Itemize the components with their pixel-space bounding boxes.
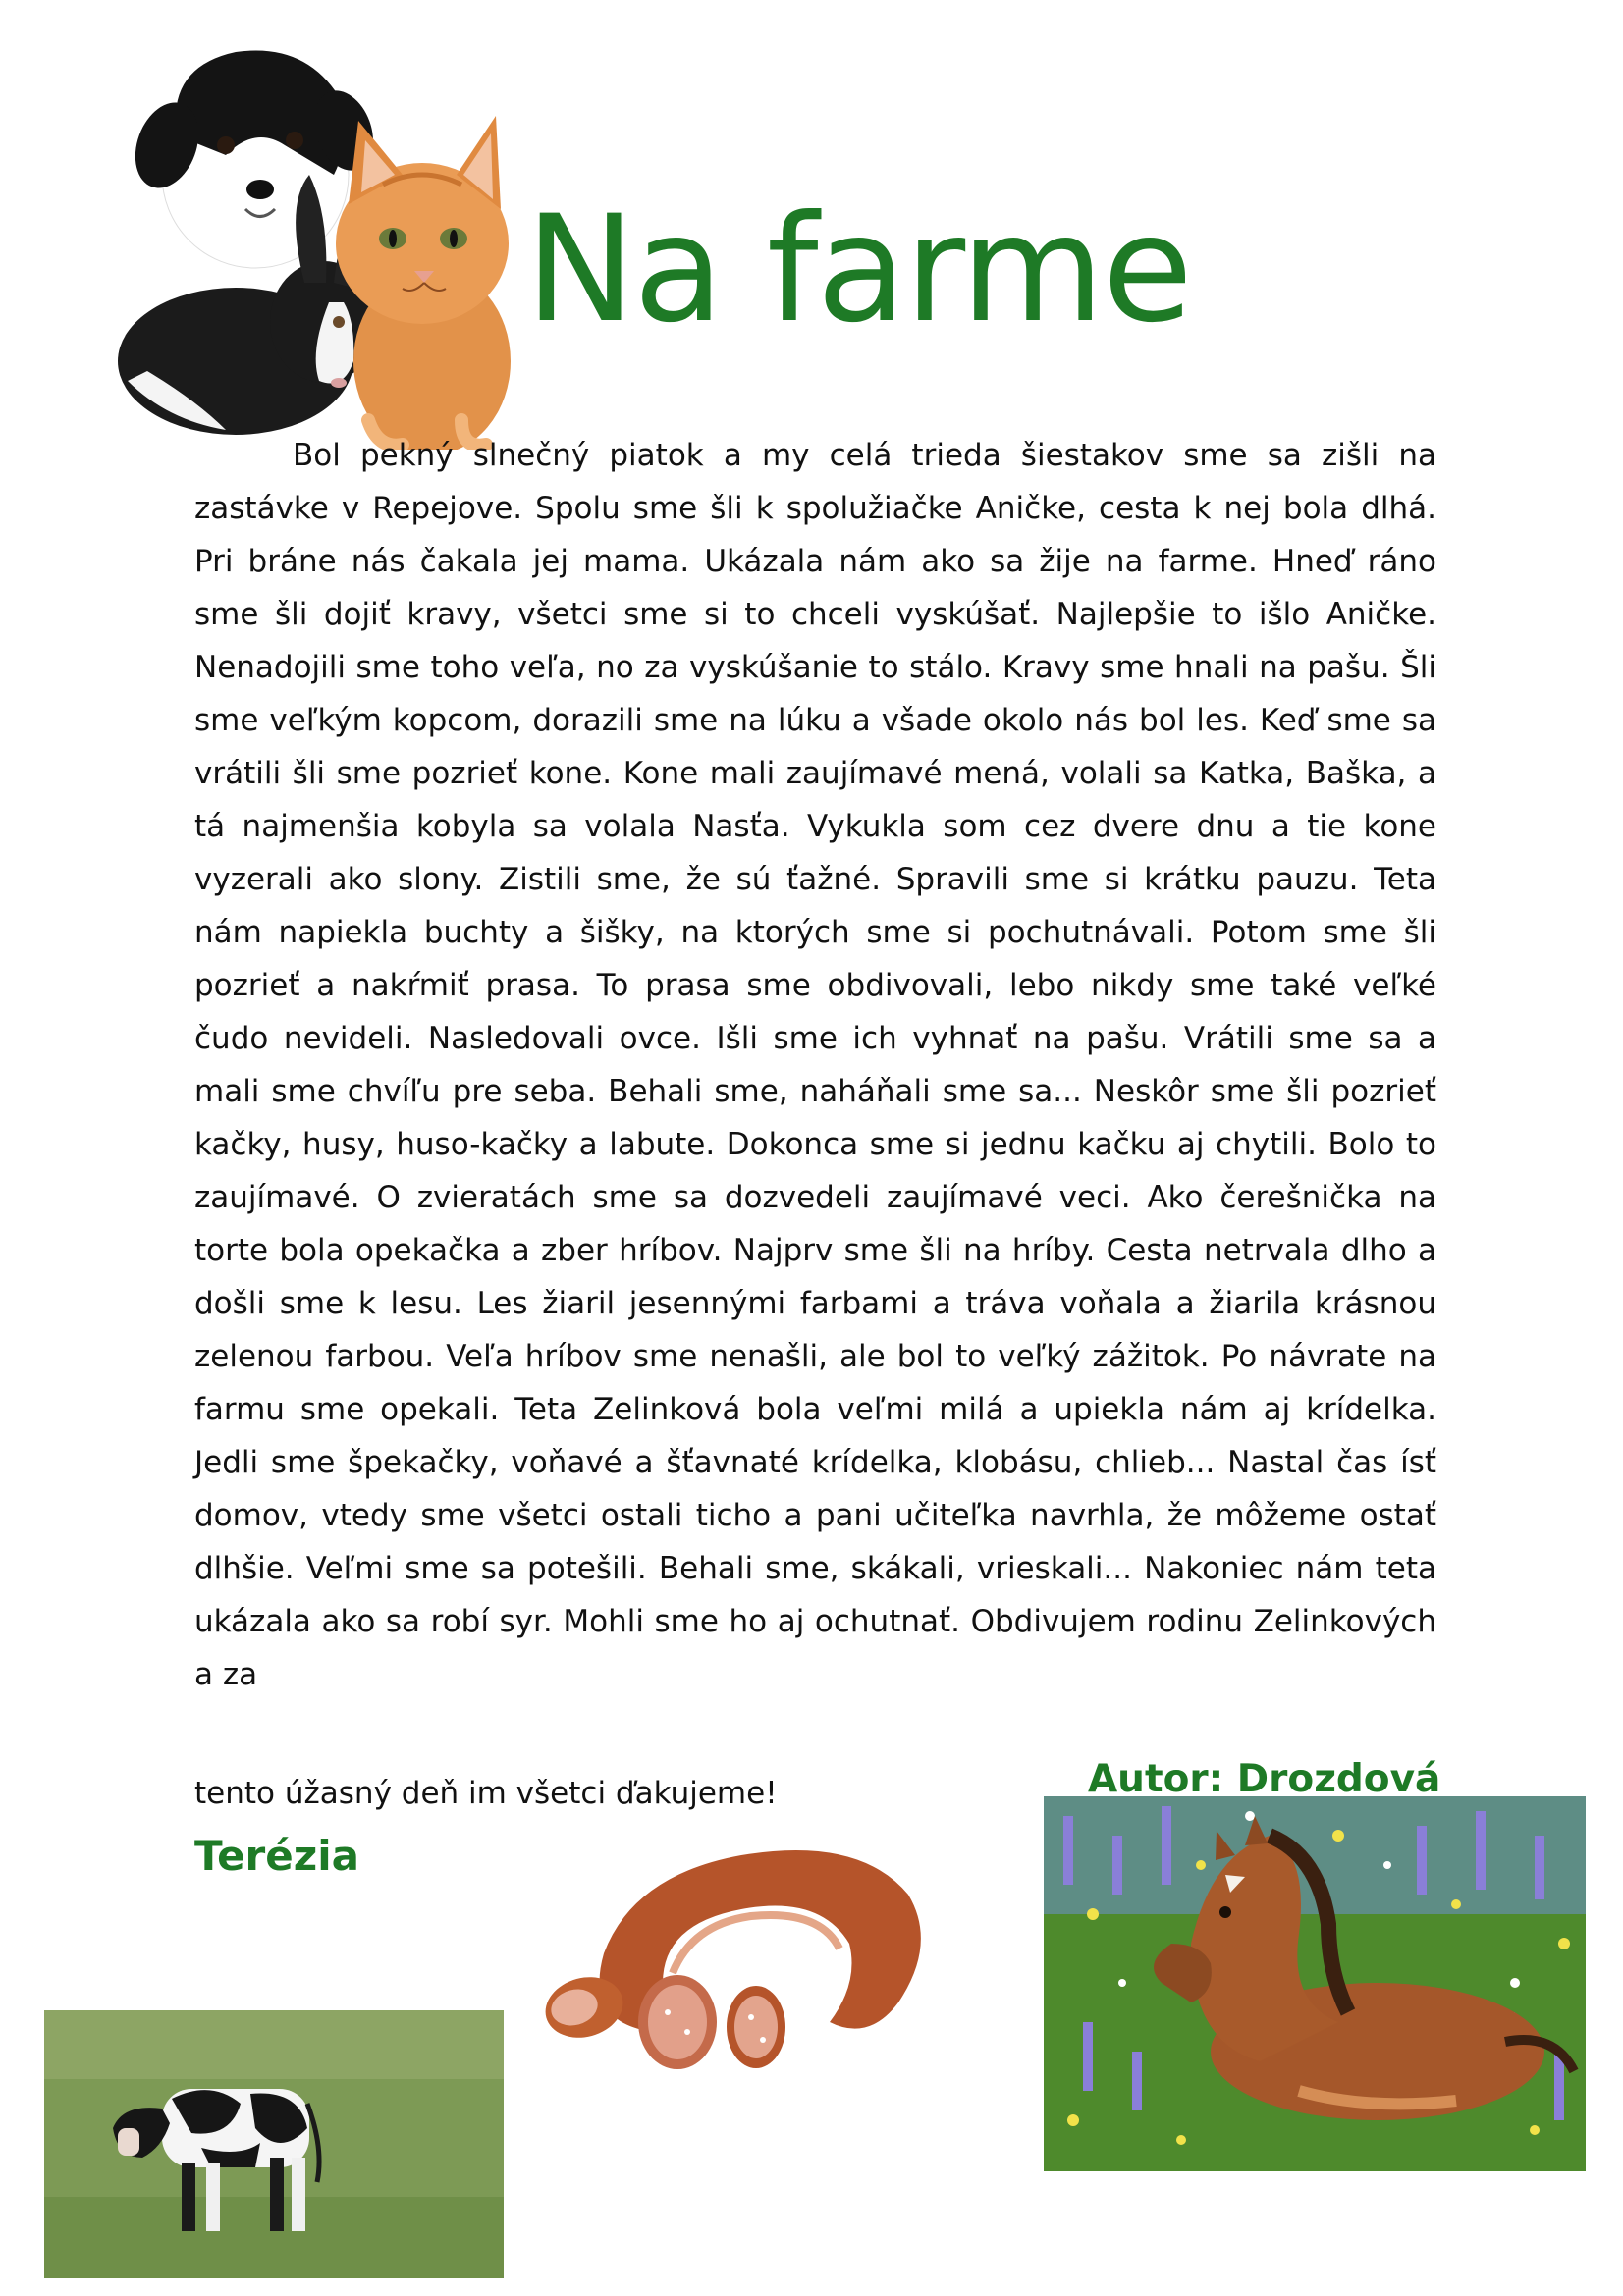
page-title: Na farme <box>525 185 1191 355</box>
author-name: Terézia <box>194 1832 359 1880</box>
author-label: Autor: Drozdová <box>1088 1757 1441 1801</box>
sausage-image <box>506 1787 938 2081</box>
pets-image <box>108 27 530 450</box>
kitten-figure <box>336 116 511 450</box>
story-body <box>194 429 1436 1701</box>
story-closing-text: tento úžasný deň im všetci ďakujeme! <box>194 1776 778 1811</box>
foal-image <box>1044 1796 1586 2171</box>
cow-image <box>44 2010 504 2278</box>
story-text: Bol pekný slnečný piatok a my celá trieda šiestakov sme sa zišli na zastávke v Repejove. Spolu sme šli k spolužiačke Aničke, cesta k nej bola dlhá. Pri bráne nás čakala jej mama. Ukázala nám ako sa žije na farme. Hneď ráno sme šli dojiť kravy, všetci sme si to chceli vyskúšať. Najlepšie to išlo Aničke. Nenadojili sme toho veľa, no za vyskúšanie to stálo. Kravy sme hnali na pašu. Šli sme veľkým kopcom, dorazili sme na lúku a všade okolo nás bol les. Keď sme sa vrátili šli sme pozrieť kone. Kone mali zaujímavé mená, volali sa Katka, Baška, a tá najmenšia kobyla sa volala Nasťa. Vykukla som cez dvere dnu a tie kone vyzerali ako slony. Zistili sme, že sú ťažné. Spravili sme si krátku pauzu. Teta nám napiekla buchty a šišky, na ktorých sme si pochutnávali. Potom sme šli pozrieť a nakŕmiť prasa. To prasa sme obdivovali, lebo nikdy sme také veľké čudo nevideli. Nasledovali ovce. Išli sme ich vyhnať na pašu. Vrátili sme sa a mali sme chvíľu pre seba. Behali sme, naháňali sme sa... Neskôr sme šli pozrieť kačky, husy, huso-kačky a labute. Dokonca sme si jednu kačku aj chytili. Bolo to zaujímavé. O zvieratách sme sa dozvedeli zaujímavé veci. Ako čerešnička na torte bola opekačka a zber hríbov. Najprv sme šli na hríby. Cesta netrvala dlho a došli sme k lesu. Les žiaril jesennými farbami a tráva voňala a žiarila krásnou zelenou farbou. Veľa hríbov sme nenašli, ale bol to veľký zážitok. Po návrate na farmu sme opekali. Teta Zelinková bola veľmi milá a upiekla nám aj krídelka. Jedli sme špekačky, voňavé a šťavnaté krídelka, klobásu, chlieb... Nastal čas ísť domov, vtedy sme všetci ostali ticho a pani učiteľka navrhla, že môžeme ostať dlhšie. Veľmi sme sa potešili. Behali sme, skákali, vrieskali... Nakoniec nám teta ukázala ako sa robí syr. Mohli sme ho aj ochutnať. Obdivujem rodinu Zelinkových a za <box>194 438 1436 1692</box>
